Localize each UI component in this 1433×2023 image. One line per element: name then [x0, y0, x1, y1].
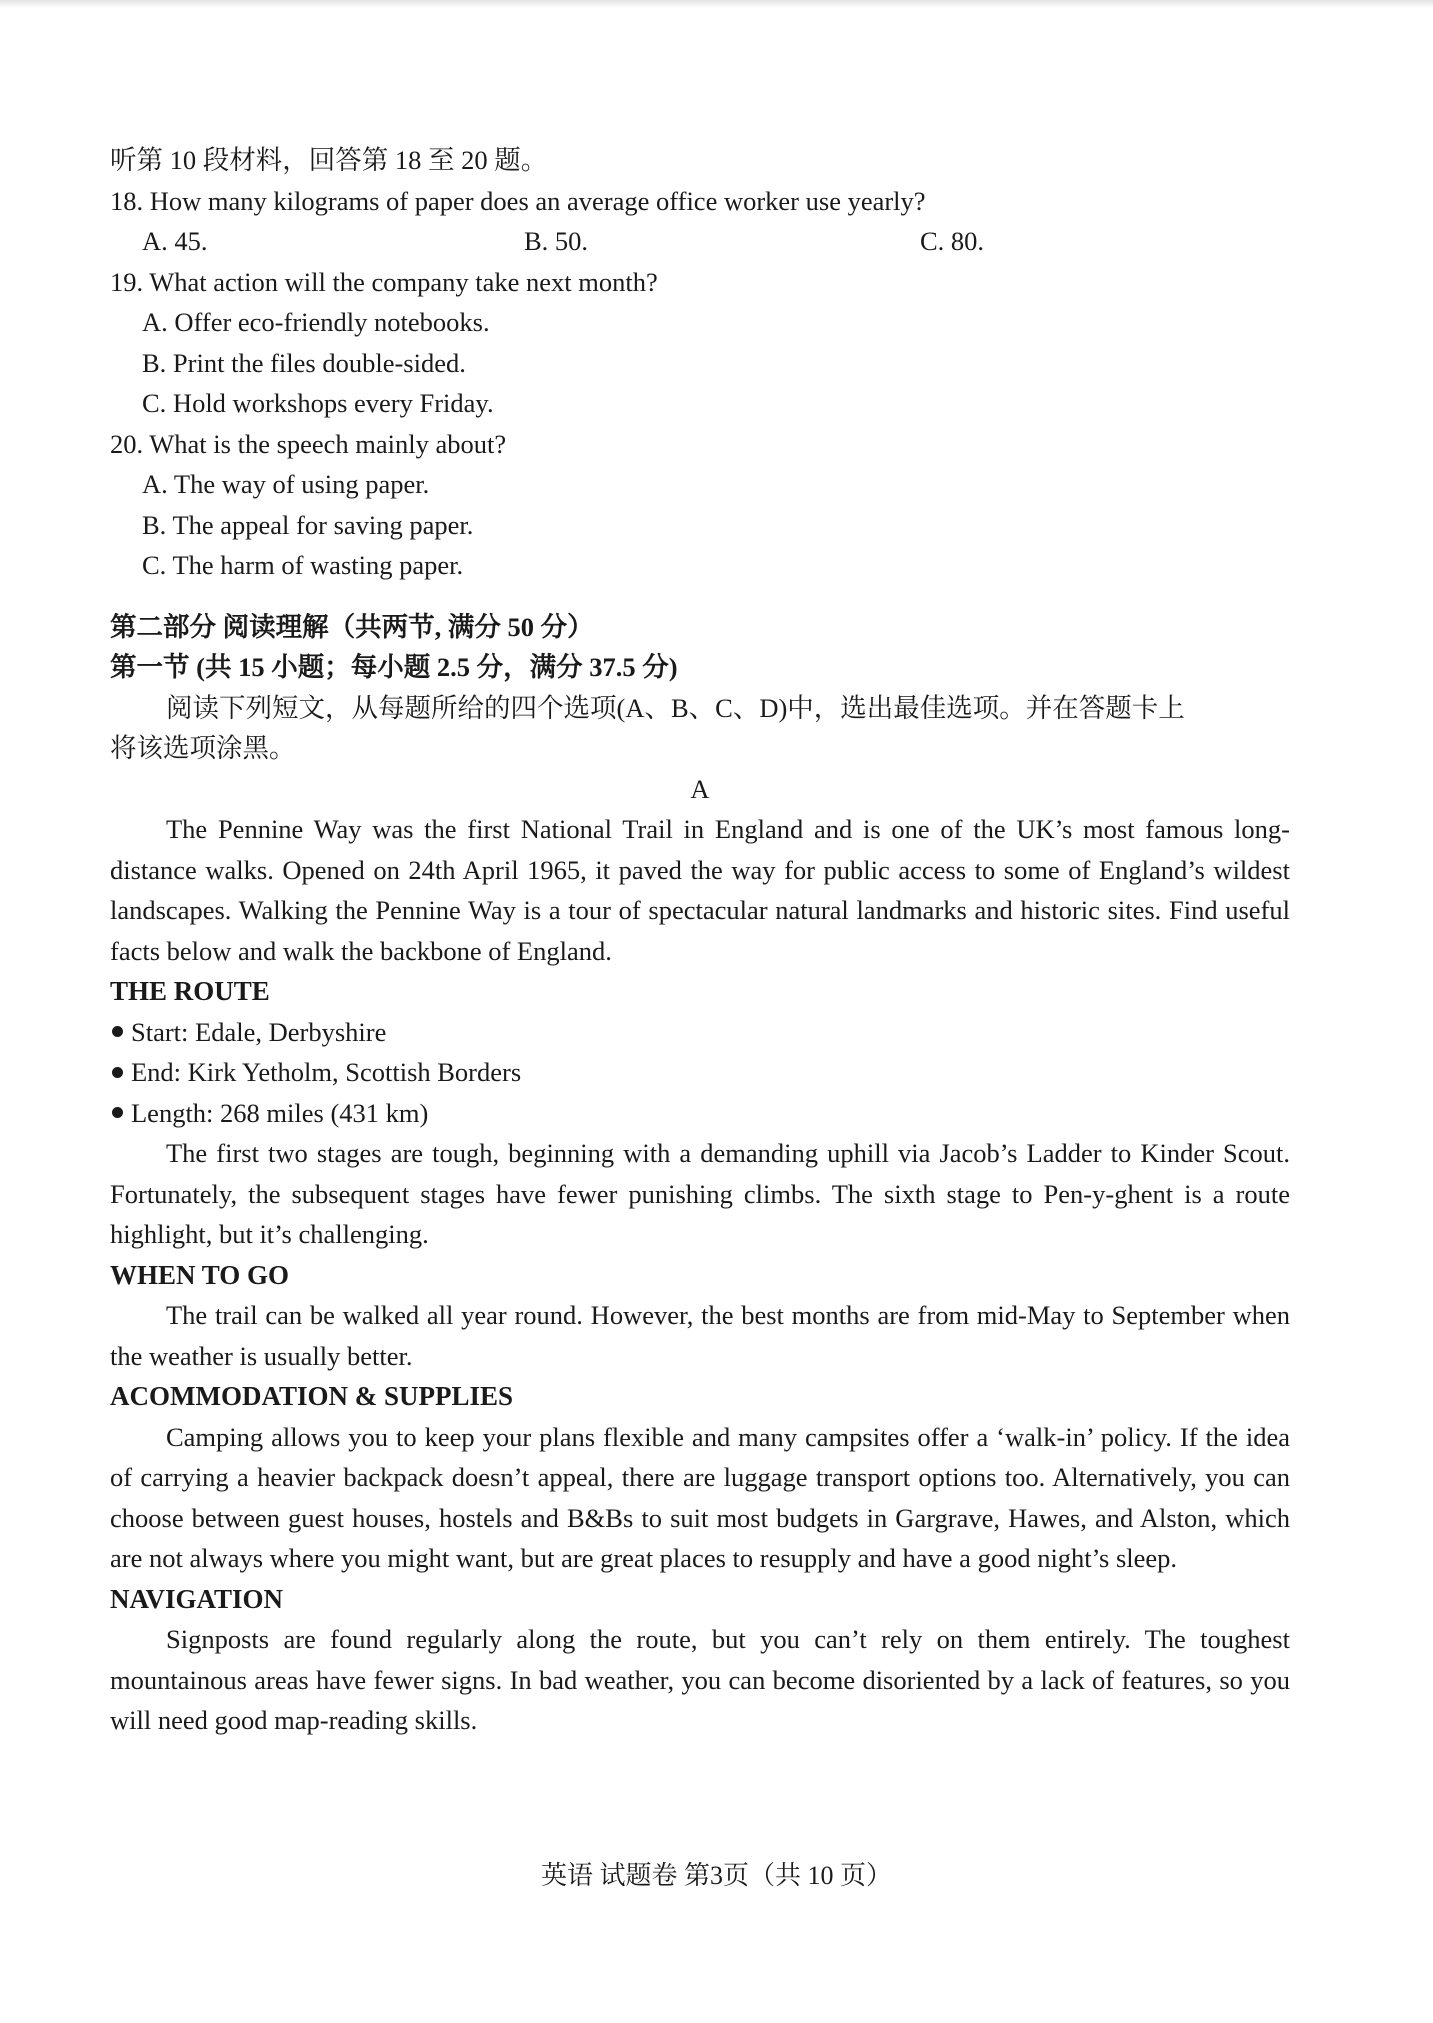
question-18-options	[110, 221, 1290, 262]
when-heading: WHEN TO GO	[110, 1259, 290, 1290]
part-two-title: 第二部分 阅读理解（共两节, 满分 50 分）	[110, 611, 594, 642]
question-20-option-b: B. The appeal for saving paper.	[142, 509, 474, 540]
route-heading: THE ROUTE	[110, 976, 270, 1006]
route-end-item	[110, 1052, 1290, 1093]
navigation-text: Signposts are found regularly along the route, but you can’t rely on them entirely. The toughest mountainous areas have fewer signs. In bad weather, you can become disoriented by a lack of features, so you will need good map-reading skills.	[110, 1624, 1290, 1735]
question-19-option-b: B. Print the files double-sided.	[142, 347, 466, 378]
question-20-stem: 20. What is the speech mainly about?	[110, 428, 507, 459]
question-18-stem: 18. How many kilograms of paper does an average office worker use yearly?	[110, 185, 926, 216]
route-text: The first two stages are tough, beginning with a demanding uphill via Jacob’s Ladder to Kinder Scout. Fortunately, the subsequent stages have fewer punishing climbs. The sixth stage to Pen-y-ghent is a route highlight, but it’s challenging.	[110, 1138, 1290, 1249]
accommodation-text: Camping allows you to keep your plans flexible and many campsites offer a ‘walk-in’ policy. If the idea of carrying a heavier backpack doesn’t appeal, there are luggage transport options too. Alternatively, you can choose between guest houses, hostels and B&Bs to suit most budgets in Gargrave, Hawes, and Alston, which are not always where you might want, but are great places to resupply and have a good night’s sleep.	[110, 1421, 1290, 1573]
accommodation-heading: ACOMMODATION & SUPPLIES	[110, 1381, 514, 1411]
scan-edge	[0, 0, 1433, 8]
passage-intro: The Pennine Way was the first National Trail in England and is one of the UK’s most famous long-distance walks. Opened on 24th April 1965, it paved the way for public access to some of England’s wildest landscapes. Walking the Pennine Way is a tour of spectacular natural landmarks and historic sites. Find useful facts below and walk the backbone of England.	[110, 814, 1290, 966]
route-start: Start: Edale, Derbyshire	[131, 1016, 387, 1047]
bullet-icon	[112, 1107, 123, 1118]
bullet-icon	[112, 1067, 123, 1078]
route-length: Length: 268 miles (431 km)	[131, 1097, 429, 1128]
when-text: The trail can be walked all year round. However, the best months are from mid-May to September when the weather is usually better.	[110, 1300, 1290, 1371]
route-end: End: Kirk Yetholm, Scottish Borders	[131, 1057, 522, 1087]
page-footer: 英语 试题卷 第3页（共 10 页）	[540, 1861, 892, 1890]
question-20-option-c: C. The harm of wasting paper.	[142, 550, 464, 580]
exam-page	[110, 140, 1290, 1741]
bullet-icon	[112, 1026, 123, 1037]
question-18-option-b: B. 50.	[524, 226, 589, 256]
route-start-item	[110, 1012, 1290, 1053]
reading-instruction-line-2: 将该选项涂黑。	[110, 733, 296, 763]
question-19-option-c: C. Hold workshops every Friday.	[142, 388, 494, 418]
question-19-stem: 19. What action will the company take next month?	[110, 266, 658, 297]
question-18-option-c: C. 80.	[920, 226, 985, 256]
question-19-option-a: A. Offer eco-friendly notebooks.	[142, 307, 490, 337]
reading-instruction-line-1: 阅读下列短文，从每题所给的四个选项(A、B、C、D)中，选出最佳选项。并在答题卡上	[166, 692, 1185, 723]
section-one-title: 第一节 (共 15 小题；每小题 2.5 分，满分 37.5 分)	[110, 652, 678, 682]
question-20-option-a: A. The way of using paper.	[142, 469, 430, 499]
question-18-option-a: A. 45.	[142, 226, 208, 256]
listening-instruction: 听第 10 段材料，回答第 18 至 20 题。	[110, 145, 548, 175]
passage-letter: A	[690, 773, 710, 804]
route-length-item	[110, 1093, 1290, 1134]
navigation-heading: NAVIGATION	[110, 1583, 284, 1614]
